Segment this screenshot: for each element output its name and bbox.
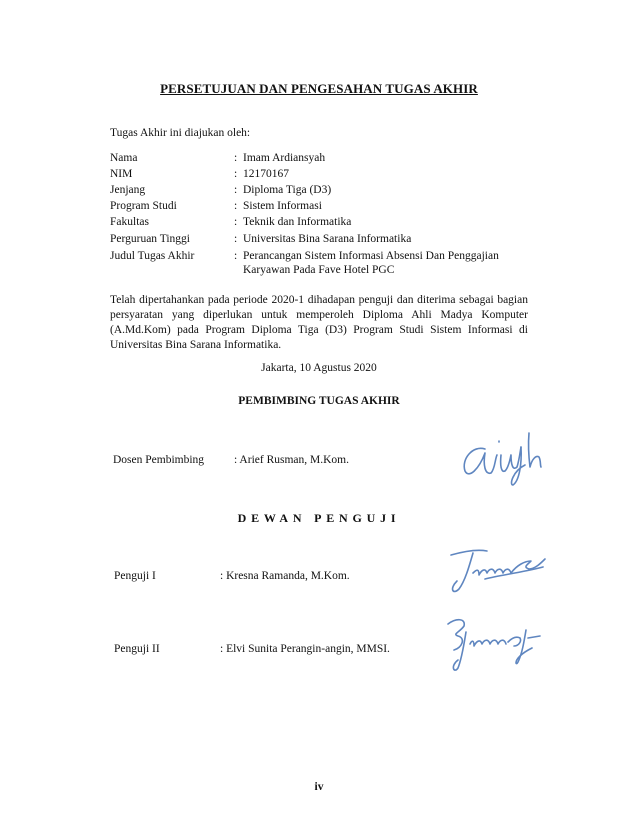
field-value: Perancangan Sistem Informasi Absensi Dan Penggajian (243, 250, 499, 262)
field-value: 12170167 (243, 168, 289, 180)
statement-paragraph: Telah dipertahankan pada periode 2020-1 dihadapan penguji dan diterima sebagai bagian persyaratan yang diperlukan untuk memperoleh Diploma Ahli Madya Komputer (A.Md.Kom) pada Program Diploma Tiga (D3) Program Studi Sistem Informasi di Universitas Bina Sarana Informatika. (110, 294, 528, 351)
field-separator: : (234, 200, 238, 212)
examiner-2-label: Penguji II (114, 643, 160, 655)
examiner-2-signature (440, 612, 548, 676)
field-label: Nama (110, 152, 138, 164)
field-separator: : (234, 168, 238, 180)
field-label: Fakultas (110, 216, 149, 228)
field-label: Jenjang (110, 184, 146, 196)
intro-text: Tugas Akhir ini diajukan oleh: (110, 127, 251, 139)
page-title: PERSETUJUAN DAN PENGESAHAN TUGAS AKHIR (160, 81, 478, 96)
title-continuation: Karyawan Pada Fave Hotel PGC (243, 264, 395, 276)
field-value: Teknik dan Informatika (243, 216, 352, 228)
field-separator: : (234, 152, 238, 164)
page-number: iv (314, 781, 324, 793)
signing-date: Jakarta, 10 Agustus 2020 (261, 362, 377, 374)
supervisor-name: : Arief Rusman, M.Kom. (234, 454, 349, 466)
field-label: Program Studi (110, 200, 177, 212)
examiner-1-name: : Kresna Ramanda, M.Kom. (220, 570, 350, 582)
supervisor-signature (455, 425, 547, 489)
field-value: Sistem Informasi (243, 200, 322, 212)
field-label: NIM (110, 168, 133, 180)
examiner-1-signature (445, 545, 551, 597)
field-label: Judul Tugas Akhir (110, 250, 195, 262)
field-value: Imam Ardiansyah (243, 152, 326, 164)
field-value: Diploma Tiga (D3) (243, 184, 332, 196)
field-label: Perguruan Tinggi (110, 233, 190, 245)
examiner-2-name: : Elvi Sunita Perangin-angin, MMSI. (220, 643, 390, 655)
supervisor-label: Dosen Pembimbing (113, 454, 205, 466)
field-separator: : (234, 250, 238, 262)
field-separator: : (234, 184, 238, 196)
field-separator: : (234, 233, 238, 245)
examiner-1-label: Penguji I (114, 570, 156, 582)
field-separator: : (234, 216, 238, 228)
supervisor-heading: PEMBIMBING TUGAS AKHIR (238, 395, 400, 407)
field-value: Universitas Bina Sarana Informatika (243, 233, 412, 245)
examiners-heading: DEWAN PENGUJI (237, 511, 401, 525)
